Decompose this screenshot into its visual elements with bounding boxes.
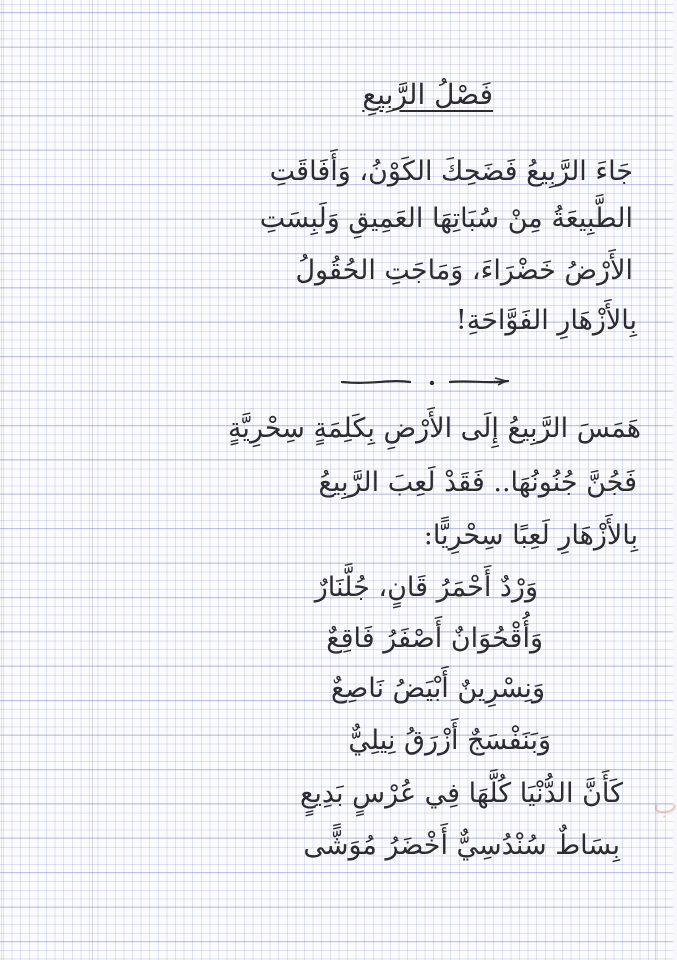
section-separator: [340, 373, 510, 391]
paragraph2-line: بِسَاطٌ سُنْدُسِيٌّ أَخْضَرُ مُوَشًّى: [303, 830, 620, 861]
bleed-through-mark: ب: [653, 790, 677, 820]
paragraph2-line: بِالأَزْهَارِ لَعِبًا سِحْرِيًّا:: [423, 520, 638, 551]
paragraph1-line: بِالأَزْهَارِ الفَوَّاحَةِ!: [455, 305, 637, 336]
paragraph2-line: فَجُنَّ جُنُونُهَا.. فَقَدْ لَعِبَ الرَّبِيعُ: [318, 467, 637, 498]
paragraph2-line: وَرْدٌ أَحْمَرُ قَانٍ، جُلَّنَارٌ: [314, 572, 538, 603]
paragraph1-line: الأَرْضُ خَضْرَاءَ، وَمَاجَتِ الحُقُولُ: [295, 255, 633, 286]
page-margin-line: [92, 0, 93, 960]
paragraph2-line: كَأَنَّ الدُّنْيَا كُلَّهَا فِي عُرْسٍ بَدِيعٍ: [299, 778, 623, 809]
paragraph2-line: وَبَنَفْسَجٌ أَزْرَقُ نِيلِيٌّ: [348, 725, 551, 756]
paragraph1-line: جَاءَ الرَّبِيعُ فَضَحِكَ الكَوْنُ، وَأَفَاقَتِ: [269, 156, 633, 187]
paragraph1-line: الطَّبِيعَةُ مِنْ سُبَاتِهَا العَمِيقِ وَلَبِسَتِ: [259, 203, 633, 234]
essay-title: فَصْلُ الرَّبِيعِ: [362, 78, 493, 111]
paragraph2-line: وَنِسْرِينٌ أَبْيَضُ نَاصِعٌ: [330, 673, 545, 704]
paragraph2-line: وَأُقْحُوَانٌ أَصْفَرُ فَاقِعٌ: [326, 623, 543, 654]
paragraph2-line: هَمَسَ الرَّبِيعُ إِلَى الأَرْضِ بِكَلِمَةٍ سِحْرِيَّةٍ: [227, 413, 641, 444]
